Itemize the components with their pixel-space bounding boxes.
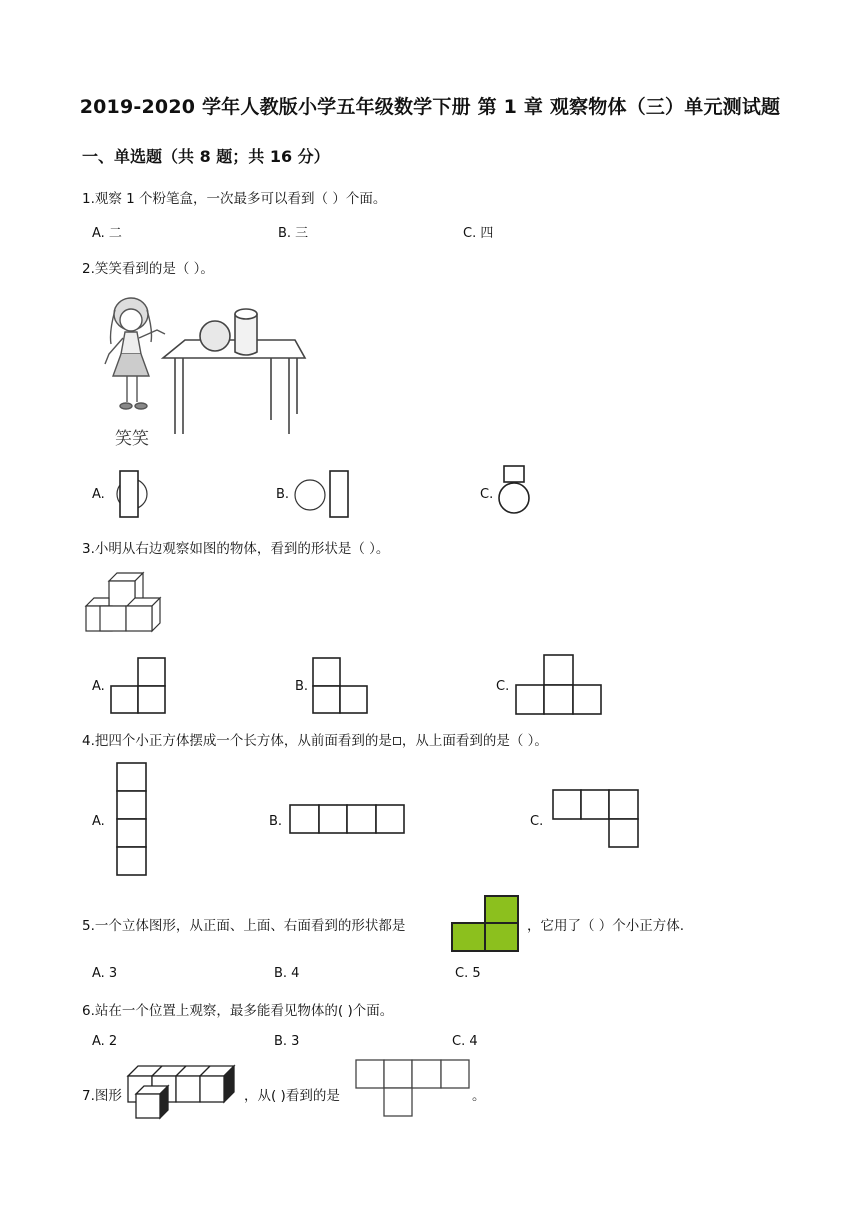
question-3-option-a-figure [110,657,170,717]
question-7-stem-start: 7.图形 [82,1088,122,1104]
question-6-option-c[interactable]: C. 4 [452,1034,478,1049]
question-2-option-c-figure [496,465,536,517]
sphere-shape [200,321,230,351]
question-6-stem: 6.站在一个位置上观察，最多能看见物体的( )个面。 [82,1003,394,1019]
question-2-option-a-figure [108,470,158,520]
question-2-stem: 2.笑笑看到的是（ ）。 [82,261,214,277]
question-1-option-c[interactable]: C. 四 [463,226,494,241]
section-heading: 一、单选题（共 8 题；共 16 分） [82,147,330,166]
question-4-stem-end: ，从上面看到的是（ ）。 [401,733,548,749]
question-4-stem [82,729,548,749]
question-4-option-b[interactable]: B. [269,814,283,829]
question-3-cube-figure [84,571,164,641]
question-4-option-c-figure [552,789,644,851]
question-1-option-b[interactable]: B. 三 [278,226,309,241]
front-view-small-square-icon [393,737,401,745]
table-illustration [163,340,305,434]
question-4-stem-start: 4.把四个小正方体摆成一个长方体，从前面看到的是 [82,733,392,749]
question-3-option-b[interactable]: B. [295,679,309,694]
question-6-option-b[interactable]: B. 3 [274,1034,300,1049]
question-2-option-c[interactable]: C. [480,487,494,502]
page-title: 2019-2020 学年人教版小学五年级数学下册 第 1 章 观察物体（三）单元测试题 [79,96,781,118]
question-7-stem-end: 。 [472,1088,486,1104]
question-3-option-c[interactable]: C. [496,679,510,694]
question-7-stem-mid: ，从( )看到的是 [244,1088,340,1104]
question-5-stem-start: 5.一个立体图形，从正面、上面、右面看到的形状都是 [82,918,406,934]
question-4-option-a[interactable]: A. [92,814,105,829]
question-2-option-b-figure [292,470,362,520]
question-1-stem: 1.观察 1 个粉笔盒，一次最多可以看到（ ）个面。 [82,191,387,207]
girl-illustration [105,298,165,409]
question-5-option-c[interactable]: C. 5 [455,966,481,981]
question-5-stem-end: ，它用了（ ）个小正方体. [527,918,685,934]
question-7-3d-figure [124,1062,240,1122]
question-3-stem: 3.小明从右边观察如图的物体，看到的形状是（ ）。 [82,541,390,557]
question-4-option-b-figure [289,804,409,836]
question-1-option-a[interactable]: A. 二 [92,226,122,241]
question-2-option-b[interactable]: B. [276,487,290,502]
question-7-view-figure [354,1058,474,1120]
question-5-option-a[interactable]: A. 3 [92,966,118,981]
question-5-option-b[interactable]: B. 4 [274,966,300,981]
question-3-option-c-figure [515,654,605,716]
figure-label-xiaoxiao: 笑笑 [115,429,149,449]
cylinder-shape [235,309,257,355]
question-5-green-shape-figure [450,894,522,954]
question-3-option-a[interactable]: A. [92,679,105,694]
question-4-option-c[interactable]: C. [530,814,544,829]
question-2-option-a[interactable]: A. [92,487,105,502]
question-6-option-a[interactable]: A. 2 [92,1034,118,1049]
question-3-option-b-figure [312,657,372,717]
question-4-option-a-figure [116,762,148,880]
